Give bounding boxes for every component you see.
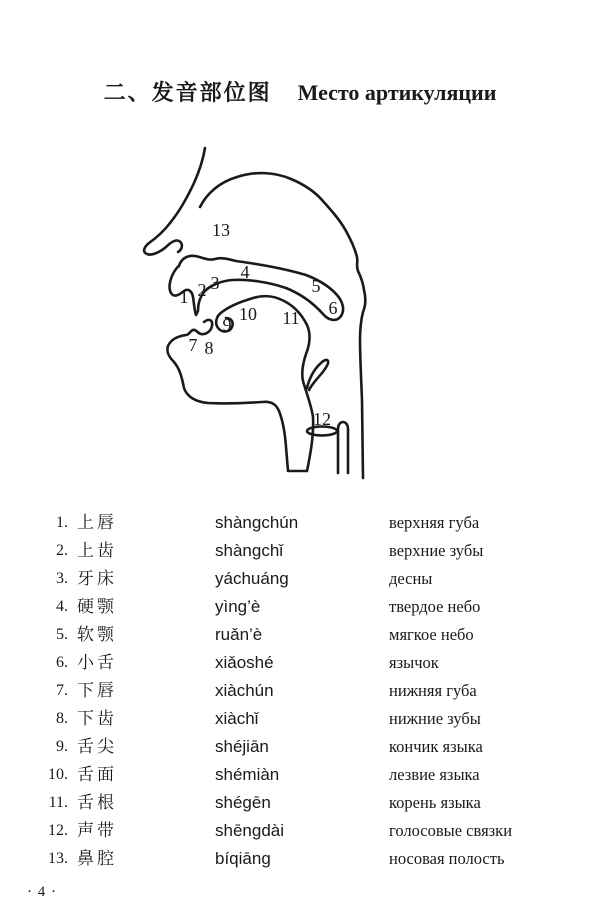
term-ru: десны	[389, 569, 433, 588]
term-ru: лезвие языка	[389, 765, 480, 784]
term-zh: 上唇	[77, 513, 117, 532]
table-row	[40, 565, 570, 593]
table-row	[40, 705, 570, 733]
table-row	[40, 621, 570, 649]
term-ru: кончик языка	[389, 737, 483, 756]
diagram-label-13: 13	[212, 220, 230, 240]
table-row	[40, 761, 570, 789]
title-chinese: 二、发音部位图	[103, 80, 272, 105]
term-zh: 小舌	[77, 653, 117, 672]
diagram-label-12: 12	[313, 409, 331, 429]
term-zh: 下唇	[77, 681, 117, 700]
term-ru: голосовые связки	[389, 821, 513, 840]
table-row	[40, 817, 570, 845]
table-row	[40, 733, 570, 761]
row-number: 13.	[48, 850, 68, 867]
term-zh: 软颚	[77, 625, 117, 644]
term-ru: твердое небо	[389, 597, 481, 616]
term-pinyin: yìng’è	[215, 597, 261, 616]
row-number: 9.	[56, 738, 68, 755]
term-zh: 声带	[77, 821, 117, 840]
diagram-label-4: 4	[240, 262, 250, 282]
term-pinyin: shàngchǐ	[215, 541, 284, 560]
row-number: 12.	[48, 822, 68, 839]
table-row	[40, 593, 570, 621]
term-pinyin: xiǎoshé	[215, 653, 274, 672]
table-row	[40, 649, 570, 677]
row-number: 3.	[56, 570, 68, 587]
epiglottis-outline	[307, 360, 328, 390]
diagram-label-8: 8	[204, 338, 214, 358]
term-zh: 下齿	[77, 709, 117, 728]
row-number: 1.	[56, 514, 68, 531]
term-pinyin: bíqiāng	[215, 849, 271, 868]
diagram-label-10: 10	[239, 304, 257, 324]
term-pinyin: yáchuáng	[215, 569, 289, 588]
term-ru: корень языка	[389, 793, 481, 812]
term-zh: 鼻腔	[77, 849, 117, 868]
term-ru: носовая полость	[389, 849, 505, 868]
diagram-label-2: 2	[197, 280, 207, 300]
diagram-label-6: 6	[328, 298, 338, 318]
articulation-table	[40, 509, 570, 873]
diagram-label-9: 9	[222, 315, 232, 335]
diagram-label-11: 11	[282, 308, 300, 328]
diagram-label-7: 7	[188, 335, 198, 355]
term-pinyin: shégēn	[215, 793, 271, 812]
term-pinyin: xiàchún	[215, 681, 274, 700]
term-ru: нижние зубы	[389, 709, 481, 728]
table-row	[40, 509, 570, 537]
title-russian: Место артикуляции	[297, 80, 497, 105]
diagram-label-1: 1	[179, 287, 189, 307]
term-zh: 牙床	[77, 569, 117, 588]
table-row	[40, 789, 570, 817]
diagram-label-5: 5	[311, 276, 321, 296]
diagram-label-3: 3	[210, 273, 220, 293]
term-zh: 上齿	[77, 541, 117, 560]
term-ru: нижняя губа	[389, 681, 477, 700]
esophagus-outline	[338, 422, 348, 473]
term-pinyin: shéjiān	[215, 737, 269, 756]
term-pinyin: ruǎn’è	[215, 625, 263, 644]
row-number: 10.	[48, 766, 68, 783]
diagram-labels	[180, 220, 338, 429]
row-number: 11.	[48, 794, 68, 811]
term-pinyin: shémiàn	[215, 765, 280, 784]
term-ru: мягкое небо	[389, 625, 474, 644]
term-ru: язычок	[389, 653, 439, 672]
term-zh: 舌根	[77, 793, 117, 812]
table-row	[40, 537, 570, 565]
row-number: 6.	[56, 654, 68, 671]
nose-outline	[144, 148, 205, 255]
term-pinyin: xiàchǐ	[215, 709, 259, 728]
articulation-diagram	[130, 135, 380, 485]
row-number: 5.	[56, 626, 68, 643]
row-number: 2.	[56, 542, 68, 559]
row-number: 4.	[56, 598, 68, 615]
table-row	[40, 845, 570, 873]
term-ru: верхняя губа	[389, 513, 480, 532]
term-ru: верхние зубы	[389, 541, 484, 560]
term-zh: 硬颚	[77, 597, 117, 616]
table-row	[40, 677, 570, 705]
term-zh: 舌面	[77, 765, 117, 784]
term-pinyin: shàngchún	[215, 513, 299, 532]
term-zh: 舌尖	[77, 737, 117, 756]
row-number: 8.	[56, 710, 68, 727]
term-pinyin: shēngdài	[215, 821, 285, 840]
page-number: · 4 ·	[27, 884, 57, 900]
row-number: 7.	[56, 682, 68, 699]
page-title	[0, 76, 600, 107]
